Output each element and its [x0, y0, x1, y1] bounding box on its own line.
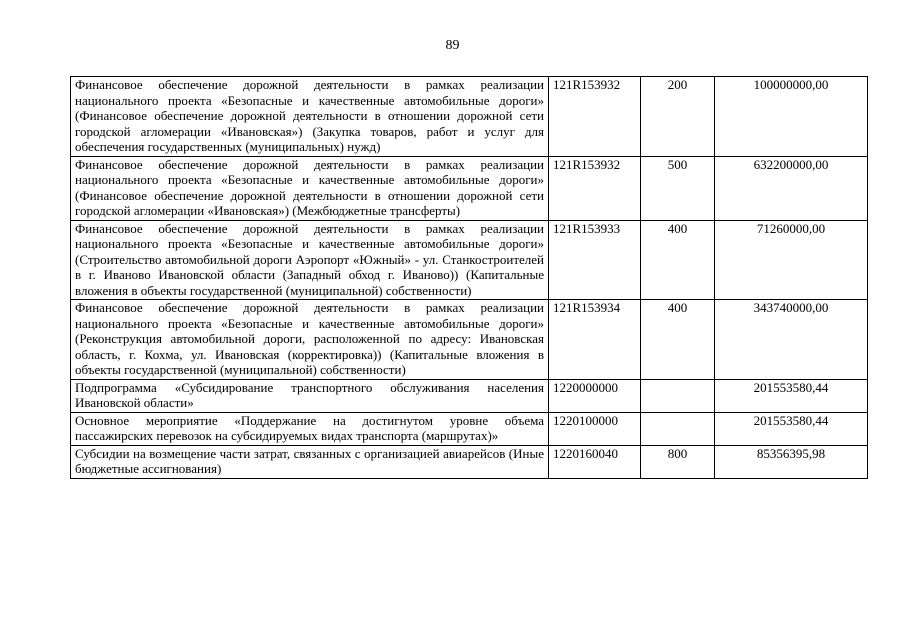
target-article-cell: 1220160040: [549, 445, 641, 478]
expense-name-cell: Финансовое обеспечение дорожной деятельности в рамках реализации национального проекта «Безопасные и качественные автомобильные дороги» (Финансовое обеспечение дорожной деятельности в отношении дорожной сети городской агломерации «Ивановская») (Закупка товаров, работ и услуг для обеспечения государственных (муниципальных) нужд): [71, 77, 549, 157]
target-article-cell: 1220000000: [549, 379, 641, 412]
amount-cell: 71260000,00: [715, 220, 868, 300]
expense-name-cell: Основное мероприятие «Поддержание на достигнутом уровне объема пассажирских перевозок на субсидируемых видах транспорта (маршрутах)»: [71, 412, 549, 445]
expense-type-cell: 200: [641, 77, 715, 157]
expense-name-cell: Финансовое обеспечение дорожной деятельности в рамках реализации национального проекта «Безопасные и качественные автомобильные дороги» (Реконструкция автомобильной дороги, расположенной по адресу: Ивановская область, г. Кохма, ул. Ивановская (корректировка)) (Капитальные вложения в объекты государственной (муниципальной) собственности): [71, 300, 549, 380]
expense-name-cell: Финансовое обеспечение дорожной деятельности в рамках реализации национального проекта «Безопасные и качественные автомобильные дороги» (Строительство автомобильной дороги Аэропорт «Южный» - ул. Станкостроителей в г. Иваново Ивановской области (Западный обход г. Иваново)) (Капитальные вложения в объекты государственной (муниципальной) собственности): [71, 220, 549, 300]
table-row: [71, 379, 868, 412]
expense-type-cell: 400: [641, 220, 715, 300]
expense-name-cell: Субсидии на возмещение части затрат, связанных с организацией авиарейсов (Иные бюджетные ассигнования): [71, 445, 549, 478]
page-number: 89: [445, 38, 460, 53]
table-row: [71, 77, 868, 157]
expense-type-cell: [641, 379, 715, 412]
amount-cell: 343740000,00: [715, 300, 868, 380]
expense-type-cell: [641, 412, 715, 445]
table-row: [71, 300, 868, 380]
amount-cell: 632200000,00: [715, 156, 868, 220]
target-article-cell: 121R153932: [549, 77, 641, 157]
expense-type-cell: 400: [641, 300, 715, 380]
target-article-cell: 1220100000: [549, 412, 641, 445]
expense-type-cell: 500: [641, 156, 715, 220]
table-row: [71, 445, 868, 478]
table-row: [71, 156, 868, 220]
expense-type-cell: 800: [641, 445, 715, 478]
target-article-cell: 121R153932: [549, 156, 641, 220]
budget-table: [70, 76, 868, 479]
expense-name-cell: Подпрограмма «Субсидирование транспортного обслуживания населения Ивановской области»: [71, 379, 549, 412]
amount-cell: 201553580,44: [715, 379, 868, 412]
amount-cell: 85356395,98: [715, 445, 868, 478]
table-row: [71, 220, 868, 300]
amount-cell: 201553580,44: [715, 412, 868, 445]
expense-name-cell: Финансовое обеспечение дорожной деятельности в рамках реализации национального проекта «Безопасные и качественные автомобильные дороги» (Финансовое обеспечение дорожной деятельности в отношении дорожной сети городской агломерации «Ивановская») (Межбюджетные трансферты): [71, 156, 549, 220]
target-article-cell: 121R153934: [549, 300, 641, 380]
amount-cell: 100000000,00: [715, 77, 868, 157]
target-article-cell: 121R153933: [549, 220, 641, 300]
table-row: [71, 412, 868, 445]
